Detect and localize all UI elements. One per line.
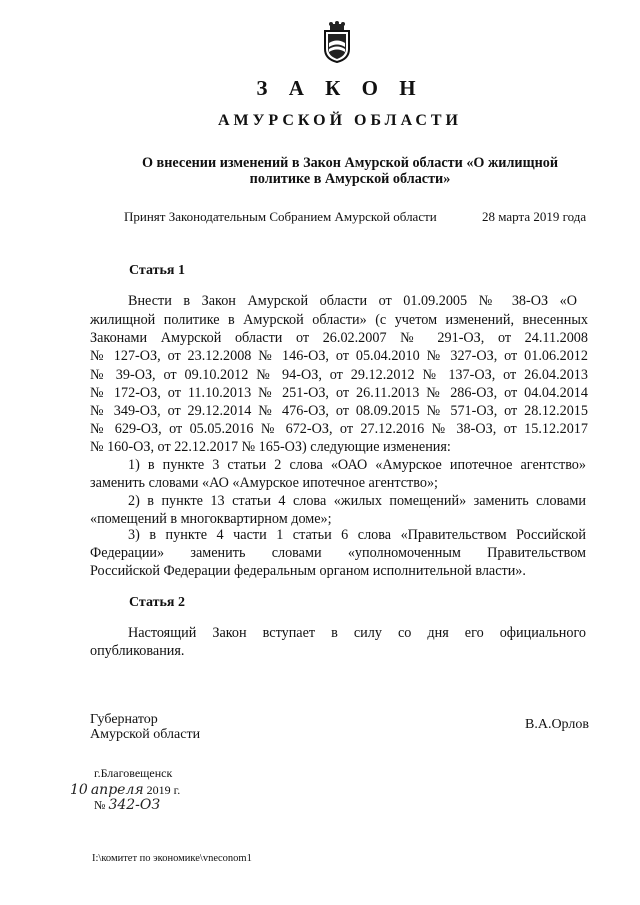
article-1-line: Внести в Закон Амурской области от 01.09.2005 № 38-ОЗ «О bbox=[128, 293, 577, 309]
article-1-line: Законами Амурской области от 26.02.2007 № 291-ОЗ, от 24.11.2008 bbox=[90, 330, 588, 346]
handwritten-number: 342-ОЗ bbox=[108, 797, 161, 813]
article-1-line: № 160-ОЗ, от 22.12.2017 № 165-ОЗ) следующие изменения: bbox=[90, 439, 451, 455]
handwritten-day: 10 bbox=[70, 782, 88, 798]
registration-number bbox=[94, 797, 160, 813]
registration-year: 2019 г. bbox=[146, 783, 181, 797]
law-name bbox=[140, 155, 560, 187]
handwritten-month: апреля bbox=[90, 782, 144, 798]
article-1-heading: Статья 1 bbox=[129, 263, 185, 278]
governor-title-line: Амурской области bbox=[90, 727, 201, 742]
article-1-item-2: «помещений в многоквартирном доме»; bbox=[90, 511, 332, 527]
article-2-line: опубликования. bbox=[90, 643, 185, 659]
number-sign: № bbox=[94, 798, 106, 812]
article-1-line: № 629-ОЗ, от 05.05.2016 № 672-ОЗ, от 27.12.2016 № 38-ОЗ, от 15.12.2017 bbox=[90, 421, 588, 437]
article-1-item-1: 1) в пункте 3 статьи 2 слова «ОАО «Амурское ипотечное агентство» bbox=[128, 457, 586, 473]
registration-date bbox=[70, 782, 180, 798]
region-title: АМУРСКОЙ ОБЛАСТИ bbox=[218, 112, 462, 129]
law-name-line: политике в Амурской области» bbox=[249, 171, 451, 187]
document-type-title: З А К О Н bbox=[256, 76, 424, 100]
article-1-line: № 127-ОЗ, от 23.12.2008 № 146-ОЗ, от 05.04.2010 № 327-ОЗ, от 01.06.2012 bbox=[90, 348, 588, 364]
coat-of-arms-emblem bbox=[319, 21, 355, 63]
article-1-item-1: заменить словами «АО «Амурское ипотечное агентство»; bbox=[90, 475, 438, 491]
article-1-item-2: 2) в пункте 13 статьи 4 слова «жилых помещений» заменить словами bbox=[128, 493, 586, 509]
article-1-item-3: Российской Федерации федеральным органом исполнительной власти». bbox=[90, 563, 526, 579]
article-2-line: Настоящий Закон вступает в силу со дня его официального bbox=[128, 625, 586, 641]
article-1-item-3: 3) в пункте 4 части 1 статьи 6 слова «Правительством Российской bbox=[128, 527, 586, 543]
governor-title-line: Губернатор bbox=[90, 712, 158, 727]
article-1-item-3: Федерации» заменить словами «уполномоченным Правительством bbox=[90, 545, 586, 561]
adopted-by-text: Принят Законодательным Собранием Амурской области bbox=[124, 209, 437, 224]
article-2-heading: Статья 2 bbox=[129, 595, 185, 610]
article-1-line: № 39-ОЗ, от 09.10.2012 № 94-ОЗ, от 29.12.2012 № 137-ОЗ, от 26.04.2013 bbox=[90, 367, 588, 383]
footer-file-path: I:\комитет по экономике\vneconom1 bbox=[92, 853, 252, 864]
article-1-line: № 349-ОЗ, от 29.12.2014 № 476-ОЗ, от 08.09.2015 № 571-ОЗ, от 28.12.2015 bbox=[90, 403, 588, 419]
city: г.Благовещенск bbox=[94, 766, 173, 780]
article-1-line: жилищной политике в Амурской области» (с учетом изменений, внесенных bbox=[90, 312, 588, 328]
article-1-line: № 172-ОЗ, от 11.10.2013 № 251-ОЗ, от 26.11.2013 № 286-ОЗ, от 04.04.2014 bbox=[90, 385, 588, 401]
governor-name: В.А.Орлов bbox=[525, 717, 589, 732]
governor-title bbox=[90, 712, 200, 742]
adopted-date: 28 марта 2019 года bbox=[482, 209, 587, 224]
law-name-line: О внесении изменений в Закон Амурской области «О жилищной bbox=[141, 155, 559, 171]
